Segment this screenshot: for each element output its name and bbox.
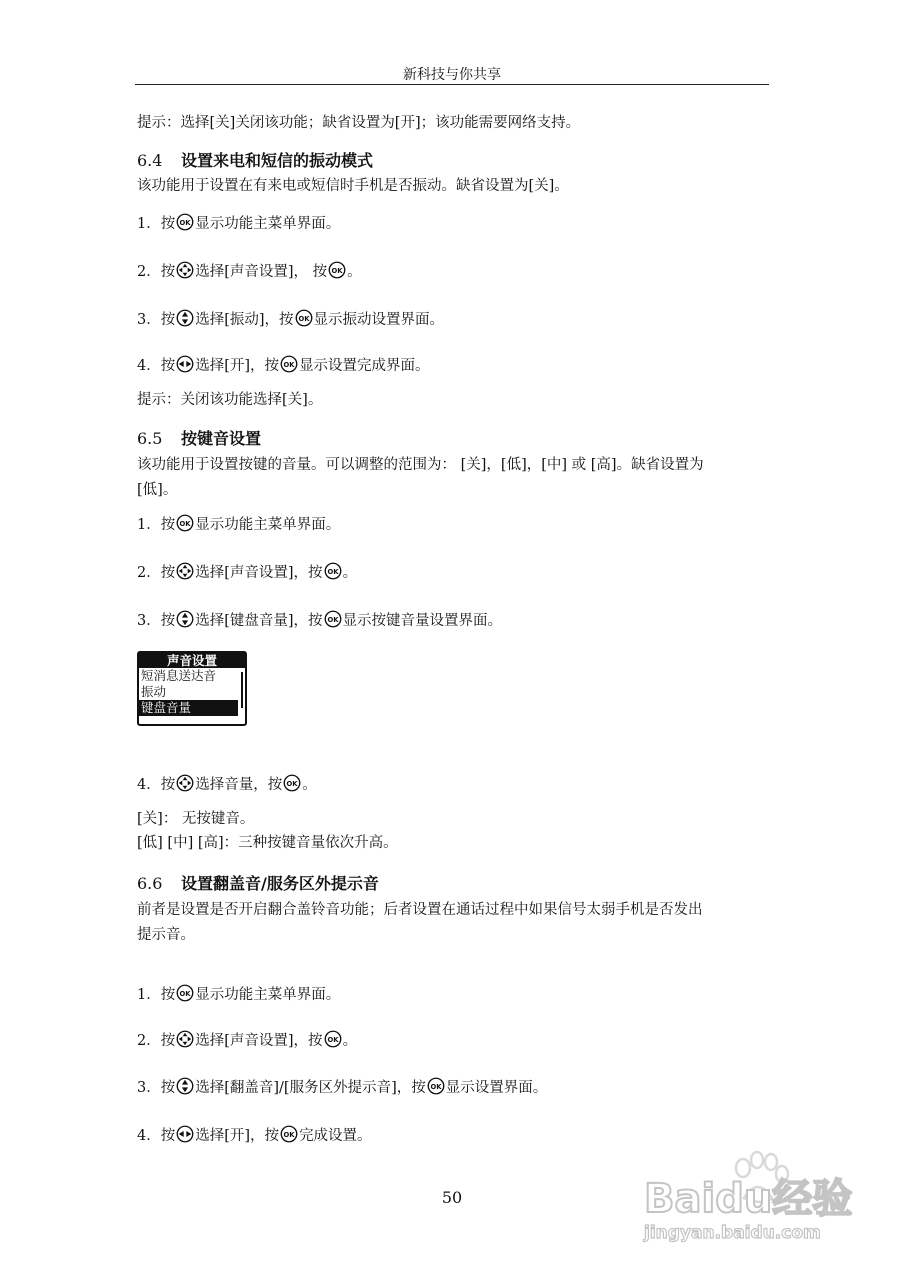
step-text: 完成设置。	[299, 1128, 372, 1144]
section-title: 设置来电和短信的振动模式	[181, 151, 374, 170]
ok-key-icon	[324, 562, 342, 580]
step-text: 选择[开]，按	[195, 1128, 280, 1144]
list-item	[137, 1077, 547, 1098]
phone-screen-sound-settings	[137, 651, 247, 726]
ok-key-icon	[176, 984, 194, 1002]
watermark-brand: Baidu经验	[644, 1176, 853, 1222]
page-number: 50	[441, 1188, 463, 1207]
nav-key-icon	[176, 774, 194, 792]
step-text: 选择[开]，按	[195, 358, 280, 374]
nav-key-icon	[176, 562, 194, 580]
page-header: 新科技与你共享	[403, 67, 501, 83]
section-number: 6.6	[137, 874, 163, 893]
section-6-4-heading	[137, 148, 373, 171]
list-item	[137, 213, 340, 234]
updown-key-icon	[176, 1077, 194, 1095]
list-item	[137, 355, 430, 376]
ok-key-icon	[280, 355, 298, 373]
header-rule	[135, 84, 769, 85]
step-text: 选择[声音设置]，按	[195, 565, 323, 581]
section-title: 按键音设置	[181, 429, 262, 448]
list-item	[137, 610, 502, 631]
step-number: 3．按	[137, 1080, 176, 1096]
section-number: 6.5	[137, 429, 163, 448]
step-number: 2．按	[137, 264, 176, 280]
baidu-jingyan-watermark	[640, 1140, 880, 1250]
step-number: 1．按	[137, 517, 176, 533]
step-text: 显示按键音量设置界面。	[342, 613, 503, 629]
step-number: 1．按	[137, 216, 176, 232]
updown-key-icon	[176, 610, 194, 628]
step-number: 4．按	[137, 1128, 176, 1144]
list-item	[137, 1030, 357, 1051]
list-item	[137, 562, 357, 583]
section-6-5-description-line1: 该功能用于设置按键的音量。可以调整的范围为： [关]，[低]，[中] 或 [高]。缺省设置为	[137, 457, 704, 473]
section-6-6-description-line2: 提示音。	[137, 927, 195, 943]
section-6-4-description: 该功能用于设置在有来电或短信时手机是否振动。缺省设置为[关]。	[137, 178, 569, 194]
list-item	[137, 774, 317, 795]
screen-title: 声音设置	[139, 653, 245, 668]
nav-key-icon	[176, 261, 194, 279]
step-text: 显示功能主菜单界面。	[195, 216, 341, 232]
screen-menu-item: 振动	[141, 684, 167, 699]
step-text: 选择[键盘音量]，按	[195, 613, 323, 629]
list-item	[137, 261, 362, 282]
step-text: 显示振动设置界面。	[313, 312, 445, 328]
section-6-5-description-line2: [低]。	[137, 482, 178, 498]
section-6-6-heading	[137, 871, 379, 894]
option-levels: [低] [中] [高]：三种按键音量依次升高。	[137, 835, 398, 851]
screen-menu-item: 短消息送达音	[141, 668, 217, 683]
step-number: 3．按	[137, 613, 176, 629]
step-text: 。	[302, 777, 317, 793]
watermark-url: jingyan.baidu.com	[644, 1223, 821, 1243]
step-text: 显示功能主菜单界面。	[195, 517, 341, 533]
step-text: 选择[翻盖音]/[服务区外提示音]，按	[195, 1080, 426, 1096]
step-text: 显示功能主菜单界面。	[195, 987, 341, 1003]
option-off: [关]： 无按键音。	[137, 811, 255, 827]
ok-key-icon	[176, 514, 194, 532]
section-6-6-description-line1: 前者是设置是否开启翻合盖铃音功能；后者设置在通话过程中如果信号太弱手机是否发出	[137, 902, 703, 918]
step-text: 。	[342, 1033, 358, 1049]
step-text: 。	[347, 264, 362, 280]
ok-key-icon	[324, 1030, 342, 1048]
list-item	[137, 514, 340, 535]
section-title: 设置翻盖音/服务区外提示音	[181, 874, 379, 893]
step-number: 1．按	[137, 987, 176, 1003]
leftright-key-icon	[176, 355, 194, 373]
intro-tip: 提示：选择[关]关闭该功能；缺省设置为[开]；该功能需要网络支持。	[137, 115, 581, 131]
ok-key-icon	[427, 1077, 445, 1095]
section-6-5-heading	[137, 426, 261, 449]
step-number: 3．按	[137, 312, 176, 328]
step-text: 选择[振动]，按	[195, 312, 294, 328]
section-6-4-tip: 提示：关闭该功能选择[关]。	[137, 392, 323, 408]
step-text: 选择[声音设置]，按	[195, 1033, 323, 1049]
step-number: 4．按	[137, 777, 176, 793]
screen-scrollbar	[241, 672, 243, 708]
leftright-key-icon	[176, 1125, 194, 1143]
nav-key-icon	[176, 1030, 194, 1048]
list-item	[137, 309, 444, 330]
step-text: 显示设置完成界面。	[299, 358, 430, 374]
ok-key-icon	[280, 1125, 298, 1143]
list-item	[137, 1125, 372, 1146]
step-text: 选择[声音设置]， 按	[195, 264, 328, 280]
step-text: 。	[342, 565, 358, 581]
step-number: 4．按	[137, 358, 176, 374]
ok-key-icon	[328, 261, 346, 279]
step-text: 显示设置界面。	[445, 1080, 548, 1096]
screen-menu-item-selected: 键盘音量	[139, 700, 238, 716]
ok-key-icon	[324, 610, 342, 628]
ok-key-icon	[295, 309, 313, 327]
ok-key-icon	[176, 213, 194, 231]
step-number: 2．按	[137, 565, 176, 581]
list-item	[137, 984, 340, 1005]
step-text: 选择音量，按	[195, 777, 283, 793]
updown-key-icon	[176, 309, 194, 327]
step-number: 2．按	[137, 1033, 176, 1049]
ok-key-icon	[283, 774, 301, 792]
section-number: 6.4	[137, 151, 163, 170]
